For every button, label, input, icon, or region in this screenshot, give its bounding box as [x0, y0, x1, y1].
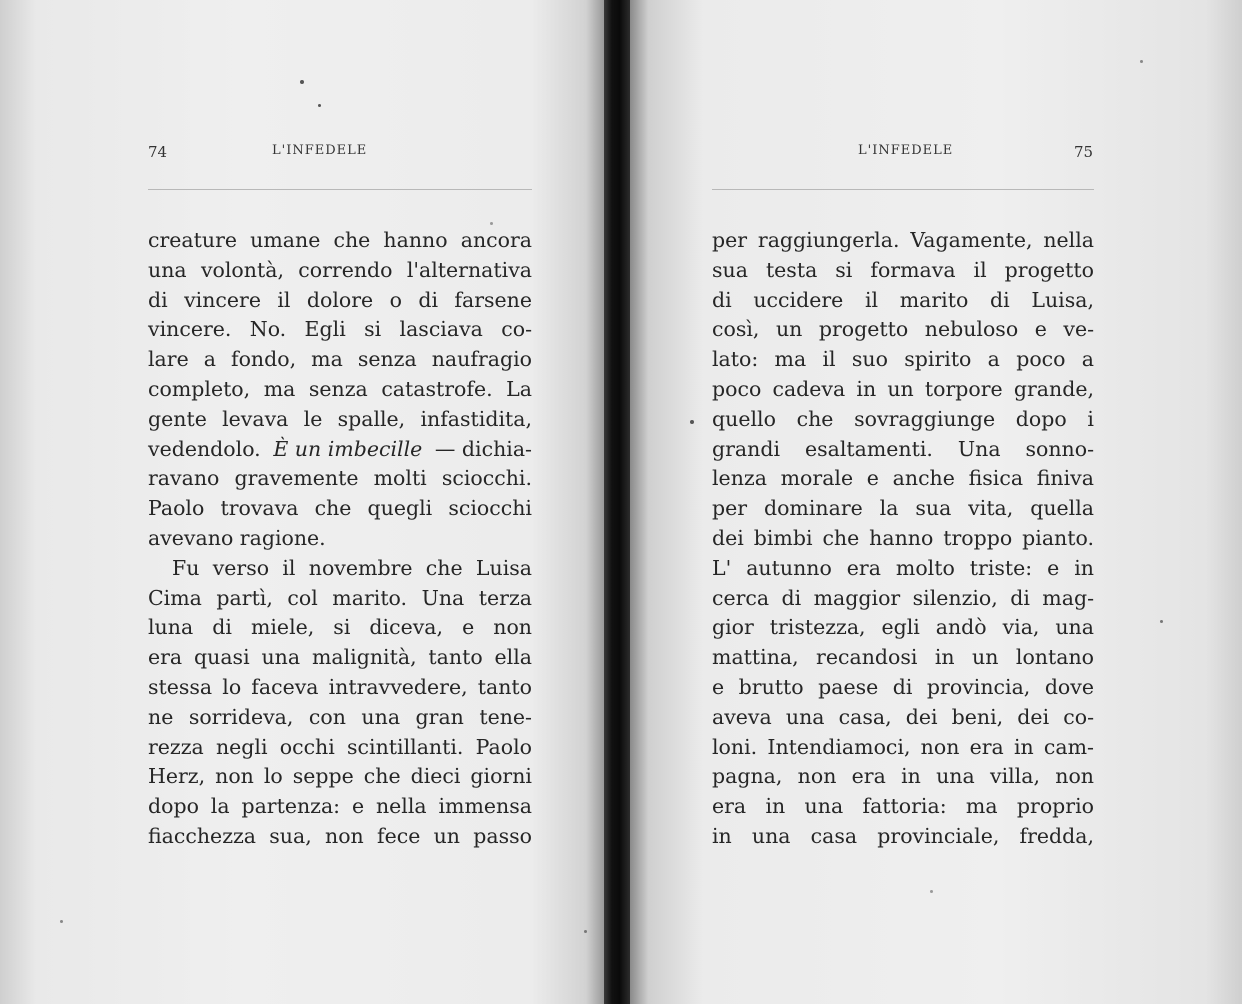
running-head: L'INFEDELE [858, 143, 954, 158]
text-line: L' autunno era molto triste: e in [712, 555, 1094, 580]
text-line: loni. Intendiamoci, non era in cam- [712, 734, 1094, 759]
paper-speck [584, 930, 587, 933]
paper-speck [300, 80, 304, 84]
paragraph-start: Fu verso il novembre che Luisa [172, 555, 532, 580]
text-line: una volontà, correndo l'alternativa [148, 257, 532, 282]
text-line: dopo la partenza: e nella immensa [148, 794, 532, 819]
text-line: creature umane che hanno ancora [148, 228, 532, 252]
paper-speck [318, 104, 321, 107]
header-rule [148, 189, 532, 190]
text-line: Cima partì, col marito. Una terza [148, 585, 532, 610]
text-line: per dominare la sua vita, quella [712, 496, 1094, 521]
paper-speck [1140, 60, 1143, 63]
italic-quote: È un imbecille [273, 436, 423, 461]
text-line: mattina, recandosi in un lontano [712, 645, 1094, 670]
paper-speck [1160, 620, 1163, 623]
text-line: lare a fondo, ma senza naufragio [148, 347, 532, 372]
right-page [630, 0, 1242, 1004]
text-line: vincere. No. Egli si lasciava co- [148, 317, 532, 342]
text-line: e brutto paese di provincia, dove [712, 674, 1094, 699]
paper-speck [690, 420, 694, 424]
text-line: in una casa provinciale, fredda, [712, 823, 1094, 848]
text-line: lato: ma il suo spirito a poco a [712, 347, 1094, 372]
text-line: fiacchezza sua, non fece un passo [148, 823, 532, 848]
text-line: Herz, non lo seppe che dieci giorni [148, 764, 532, 789]
text-line: era in una fattoria: ma proprio [712, 794, 1094, 819]
header-rule [712, 189, 1094, 190]
text-line: grandi esaltamenti. Una sonno- [712, 436, 1094, 461]
body-text [712, 226, 1094, 852]
book-gutter [604, 0, 630, 1004]
text-line: cerca di maggior silenzio, di mag- [712, 585, 1094, 610]
text-segment: — dichia- [434, 436, 532, 461]
text-line: Paolo trovava che quegli sciocchi [148, 496, 532, 521]
text-line: ravano gravemente molti sciocchi. [148, 466, 532, 491]
text-line: completo, ma senza catastrofe. La [148, 376, 532, 401]
text-line [148, 435, 532, 465]
text-line: gente levava le spalle, infastidita, [148, 406, 532, 431]
text-line: ne sorrideva, con una gran tene- [148, 704, 532, 729]
text-line: avevano ragione. [148, 525, 326, 550]
paper-speck [60, 920, 63, 923]
page-number: 74 [148, 143, 168, 161]
text-line: pagna, non era in una villa, non [712, 764, 1094, 789]
text-line: aveva una casa, dei beni, dei co- [712, 704, 1094, 729]
text-line: dei bimbi che hanno troppo pianto. [712, 525, 1094, 550]
text-line: lenza morale e anche fisica finiva [712, 466, 1094, 491]
text-line: era quasi una malignità, tanto ella [148, 645, 532, 670]
text-line: di uccidere il marito di Luisa, [712, 287, 1094, 312]
running-head: L'INFEDELE [272, 143, 368, 158]
left-page [0, 0, 604, 1004]
paper-speck [930, 890, 933, 893]
paper-speck [490, 222, 493, 225]
text-segment: vedendolo. [148, 436, 261, 461]
text-line: stessa lo faceva intravvedere, tanto [148, 674, 532, 699]
text-line: sua testa si formava il progetto [712, 257, 1094, 282]
text-line: gior tristezza, egli andò via, una [712, 615, 1094, 640]
text-line: quello che sovraggiunge dopo i [712, 406, 1094, 431]
text-line: così, un progetto nebuloso e ve- [712, 317, 1094, 342]
text-line: di vincere il dolore o di farsene [148, 287, 532, 312]
body-text [148, 226, 532, 852]
text-line: rezza negli occhi scintillanti. Paolo [148, 734, 532, 759]
page-number: 75 [1074, 143, 1094, 161]
text-line: poco cadeva in un torpore grande, [712, 376, 1094, 401]
text-line: per raggiungerla. Vagamente, nella [712, 228, 1094, 252]
text-line: luna di miele, si diceva, e non [148, 615, 532, 640]
